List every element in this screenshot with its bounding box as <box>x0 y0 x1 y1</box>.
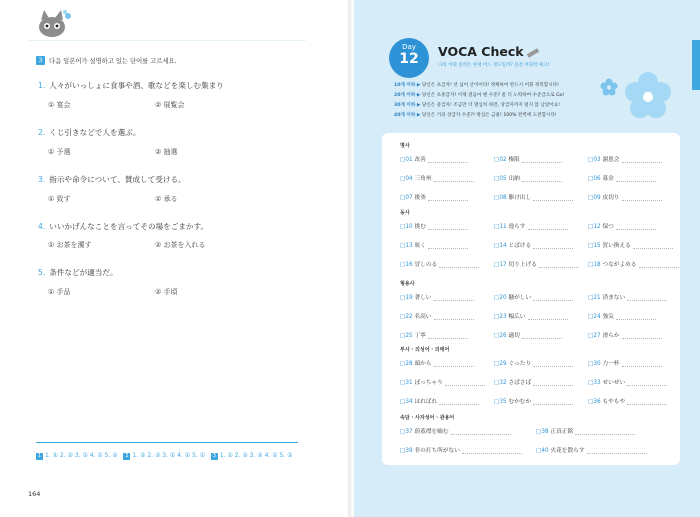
vocab-checkbox-item[interactable] <box>588 311 656 320</box>
vocab-number: 15 <box>593 243 601 249</box>
vocab-checkbox-item[interactable] <box>494 154 562 163</box>
vocab-checkbox-item[interactable] <box>494 173 562 182</box>
vocab-word: 保つ <box>602 224 614 230</box>
vocab-word: 権限 <box>508 157 520 163</box>
vocab-number: 32 <box>499 380 507 386</box>
vocab-checkbox-item[interactable] <box>494 259 579 268</box>
vocab-checkbox-item[interactable] <box>400 259 479 268</box>
checkbox-icon[interactable]: □ <box>588 333 594 339</box>
checkbox-icon[interactable]: □ <box>536 448 542 454</box>
vocab-number: 09 <box>593 195 601 201</box>
vocab-checkbox-item[interactable] <box>494 330 562 339</box>
vocab-checkbox-item[interactable] <box>588 259 679 268</box>
checkbox-icon[interactable]: □ <box>400 448 406 454</box>
answer-blank[interactable] <box>428 229 468 230</box>
answer-blank[interactable] <box>533 385 573 386</box>
vocab-word: 幅広い <box>508 314 526 320</box>
vocab-number: 22 <box>405 314 413 320</box>
vocab-checkbox-item[interactable] <box>588 396 667 405</box>
vocab-word: 適切 <box>508 333 520 339</box>
vocab-word: ぐったり <box>508 361 532 367</box>
rank-line <box>394 92 564 98</box>
page-tab <box>692 40 700 90</box>
vocab-number: 02 <box>499 157 507 163</box>
checkbox-icon[interactable]: □ <box>588 262 594 268</box>
answer-blank[interactable] <box>522 181 562 182</box>
page-subtitle: 나의 어휘 실력은 현재 어느 정도일까? 실전 어휘력 체크! <box>438 63 550 68</box>
vocab-word: 募金 <box>602 176 614 182</box>
vocab-checkbox-item[interactable] <box>400 396 479 405</box>
vocab-word: 逸らす <box>508 224 526 230</box>
question-5-option-2[interactable]: ② 手頃 <box>155 288 178 296</box>
checkbox-icon[interactable]: □ <box>494 195 500 201</box>
section-title: 속담 · 사자성어 · 관용어 <box>400 415 455 421</box>
answer-blank[interactable] <box>439 404 479 405</box>
answer-blank[interactable] <box>622 200 662 201</box>
question-5-option-1[interactable]: ① 手品 <box>48 288 71 296</box>
rank-label: 40개 이하 ▶ <box>394 113 421 118</box>
vocab-word: 丁寧 <box>414 333 426 339</box>
vocab-word: 名高い <box>414 314 432 320</box>
answer-text: 1. ① 2. ② 3. ② 4. ① 5. ② <box>219 452 293 459</box>
vocab-word: 滑らか <box>602 333 620 339</box>
vocab-number: 21 <box>593 295 601 301</box>
answer-blank[interactable] <box>451 434 511 435</box>
checkbox-icon[interactable]: □ <box>588 176 594 182</box>
vocab-checkbox-item[interactable] <box>400 311 474 320</box>
vocab-number: 38 <box>541 429 549 435</box>
vocab-number: 30 <box>593 361 601 367</box>
vocab-word: はればれ <box>414 399 438 405</box>
checkbox-icon[interactable]: □ <box>494 314 500 320</box>
checkbox-icon[interactable]: □ <box>588 361 594 367</box>
vocab-word: 騒がしい <box>508 295 532 301</box>
rank-text: 당신은 중급자! 조금만 더 열심히 하면, 상급자까지 멀지 않 남았어요! <box>421 103 561 108</box>
answer-blank[interactable] <box>522 162 562 163</box>
rank-label: 30개 이하 ▶ <box>394 103 421 108</box>
cat-mascot-icon <box>36 8 72 38</box>
rank-label: 10개 이하 ▶ <box>394 83 421 88</box>
checkbox-icon[interactable]: □ <box>400 314 406 320</box>
answer-blank[interactable] <box>627 385 667 386</box>
vocab-checkbox-item[interactable] <box>588 173 656 182</box>
vocab-word: 三角州 <box>414 176 432 182</box>
vocab-checkbox-item[interactable] <box>400 192 468 201</box>
question-2-option-1[interactable]: ① 予選 <box>48 148 71 156</box>
vocab-word: 非の打ち所がない <box>414 448 460 454</box>
vocab-number: 40 <box>541 448 549 454</box>
vocab-checkbox-item[interactable] <box>400 221 468 230</box>
checkbox-icon[interactable]: □ <box>536 429 542 435</box>
book-spine <box>348 0 354 517</box>
answers-divider <box>36 442 298 443</box>
checkbox-icon[interactable]: □ <box>588 224 594 230</box>
vocab-number: 07 <box>405 195 413 201</box>
vocab-word: 駆け出し <box>508 195 532 201</box>
day-label: Day <box>402 43 416 51</box>
vocab-number: 34 <box>405 399 413 405</box>
vocab-checkbox-item[interactable] <box>400 445 522 454</box>
question-2-option-2[interactable]: ② 抽選 <box>155 148 178 156</box>
answer-blank[interactable] <box>533 300 573 301</box>
vocab-checkbox-item[interactable] <box>588 192 662 201</box>
vocab-checkbox-item[interactable] <box>494 240 573 249</box>
checkbox-icon[interactable]: □ <box>588 195 594 201</box>
checkbox-icon[interactable]: □ <box>400 380 406 386</box>
answer-blank[interactable] <box>533 248 573 249</box>
answer-blank[interactable] <box>639 267 679 268</box>
vocab-number: 31 <box>405 380 413 386</box>
vocab-word: 切り上げる <box>508 262 537 268</box>
answer-blank[interactable] <box>622 366 662 367</box>
rank-label: 20개 이하 ▶ <box>394 93 421 98</box>
vocab-number: 01 <box>405 157 413 163</box>
vocab-checkbox-item[interactable] <box>400 377 485 386</box>
vocab-number: 25 <box>405 333 413 339</box>
answer-blank[interactable] <box>428 248 468 249</box>
vocab-checkbox-item[interactable] <box>400 292 474 301</box>
question-text: 人々がいっしょに食事や酒、歌などを楽しむ集まり <box>49 81 224 90</box>
section-title: 동사 <box>400 210 410 216</box>
rank-line <box>394 82 559 88</box>
vocab-word: つながよめる <box>602 262 637 268</box>
checkbox-icon[interactable]: □ <box>400 195 406 201</box>
vocab-word: 改善 <box>414 157 426 163</box>
vocab-checkbox-item[interactable] <box>400 240 468 249</box>
vocab-checkbox-item[interactable] <box>588 358 662 367</box>
answer-blank[interactable] <box>528 229 568 230</box>
vocab-word: 頭から <box>414 361 432 367</box>
vocab-checkbox-item[interactable] <box>494 221 568 230</box>
vocab-checkbox-item[interactable] <box>588 377 667 386</box>
vocab-word: 後釜 <box>414 195 426 201</box>
vocab-number: 06 <box>593 176 601 182</box>
vocab-checkbox-item[interactable] <box>400 173 474 182</box>
question-1 <box>38 80 224 91</box>
vocab-number: 39 <box>405 448 413 454</box>
checkbox-icon[interactable]: □ <box>494 361 500 367</box>
day-number: 12 <box>399 51 419 67</box>
question-text: 条件などが適当だ。 <box>49 268 118 277</box>
vocab-checkbox-item[interactable] <box>400 358 474 367</box>
answer-blank[interactable] <box>616 229 656 230</box>
section-title: 부사 · 의성어 · 의태어 <box>400 347 450 353</box>
vocab-checkbox-item[interactable] <box>494 377 573 386</box>
question-4 <box>38 221 208 232</box>
rank-text: 당신은 초급자! 선 넘어 산이어라! 정체하여 반드시 어휘 정복합시다! <box>421 83 559 88</box>
answer-blank[interactable] <box>539 267 579 268</box>
checkbox-icon[interactable]: □ <box>400 429 406 435</box>
vocab-checkbox-item[interactable] <box>536 426 635 435</box>
rank-line <box>394 112 557 118</box>
vocab-number: 23 <box>499 314 507 320</box>
vocab-checkbox-item[interactable] <box>494 192 573 201</box>
answer-badge: 2 <box>125 453 129 459</box>
vocab-word: 買い換える <box>602 243 631 249</box>
vocab-number: 35 <box>499 399 507 405</box>
vocab-word: 皮切り <box>602 195 620 201</box>
vocab-word: 力一杯 <box>602 361 620 367</box>
vocab-checkbox-item[interactable] <box>588 292 667 301</box>
vocab-number: 11 <box>499 224 507 230</box>
question-number: 2. <box>38 128 46 137</box>
question-text: くじ引きなどで人を選ぶ。 <box>49 128 141 137</box>
vocab-checkbox-item[interactable] <box>588 330 662 339</box>
answer-blank[interactable] <box>434 366 474 367</box>
checkbox-icon[interactable]: □ <box>400 176 406 182</box>
checkbox-icon[interactable]: □ <box>494 399 500 405</box>
question-text: いいかげんなことを言ってその場をごまかす。 <box>49 222 209 231</box>
day-badge <box>389 38 429 78</box>
vocab-word: とばける <box>508 243 532 249</box>
vocab-word: 冒しのる <box>414 262 438 268</box>
vocab-number: 36 <box>593 399 601 405</box>
checkbox-icon[interactable]: □ <box>494 243 500 249</box>
checkbox-icon[interactable]: □ <box>400 399 406 405</box>
checkbox-icon[interactable]: □ <box>400 333 406 339</box>
small-flower-icon <box>600 78 618 96</box>
answer-blank[interactable] <box>533 200 573 201</box>
question-number: 5. <box>38 268 46 277</box>
checkbox-icon[interactable]: □ <box>494 295 500 301</box>
answer-blank[interactable] <box>434 181 474 182</box>
checkbox-icon[interactable]: □ <box>494 262 500 268</box>
vocab-checkbox-item[interactable] <box>494 311 568 320</box>
question-3-option-1[interactable]: ① 致す <box>48 195 71 203</box>
vocab-word: 火花を散らす <box>550 448 585 454</box>
vocab-number: 05 <box>499 176 507 182</box>
vocab-number: 37 <box>405 429 413 435</box>
answer-blank[interactable] <box>627 300 667 301</box>
answer-blank[interactable] <box>533 404 573 405</box>
answer-blank[interactable] <box>533 366 573 367</box>
question-number: 4. <box>38 222 46 231</box>
instruction <box>36 56 177 65</box>
question-number: 3. <box>38 175 46 184</box>
vocab-number: 29 <box>499 361 507 367</box>
title-text: VOCA Check <box>438 44 524 59</box>
checkbox-icon[interactable]: □ <box>400 361 406 367</box>
vocab-word: さばさば <box>508 380 532 386</box>
vocab-number: 24 <box>593 314 601 320</box>
answer-blank[interactable] <box>439 267 479 268</box>
checkbox-icon[interactable]: □ <box>494 380 500 386</box>
vocab-number: 28 <box>405 361 413 367</box>
pencil-icon <box>526 48 538 57</box>
question-4-option-1[interactable]: ① お茶を濁す <box>48 241 92 249</box>
instruction-text: 다음 일본어가 설명하고 있는 단어를 고르세요. <box>49 58 177 65</box>
checkbox-icon[interactable]: □ <box>400 243 406 249</box>
answer-blank[interactable] <box>616 319 656 320</box>
answer-key <box>36 452 293 460</box>
vocab-word: 謝恩会 <box>602 157 620 163</box>
checkbox-icon[interactable]: □ <box>400 262 406 268</box>
vocab-number: 19 <box>405 295 413 301</box>
vocab-word: 正真正銘 <box>550 429 574 435</box>
answer-blank[interactable] <box>528 319 568 320</box>
vocab-checkbox-item[interactable] <box>400 426 511 435</box>
checkbox-icon[interactable]: □ <box>400 295 406 301</box>
vocab-word: 強気 <box>602 314 614 320</box>
checkbox-icon[interactable]: □ <box>494 157 500 163</box>
checkbox-icon[interactable]: □ <box>588 380 594 386</box>
vocab-number: 13 <box>405 243 413 249</box>
answer-blank[interactable] <box>633 248 673 249</box>
page-number: 164 <box>28 490 41 498</box>
answer-blank[interactable] <box>616 181 656 182</box>
question-2 <box>38 127 141 138</box>
checkbox-icon[interactable]: □ <box>588 295 594 301</box>
section-number: 3 <box>36 56 45 65</box>
question-4-option-2[interactable]: ② お茶を入れる <box>155 241 206 249</box>
vocab-number: 16 <box>405 262 413 268</box>
vocab-word: 蔚蓋襟を嚙む <box>414 429 449 435</box>
question-1-option-2[interactable]: ② 展覧会 <box>155 101 185 109</box>
checkbox-icon[interactable]: □ <box>588 314 594 320</box>
vocab-checkbox-item[interactable] <box>588 240 673 249</box>
rank-text: 당신은 거의 상급자 수준?! 방심은 금물! 100% 완벽에 도전합시다! <box>421 113 557 118</box>
vocab-checkbox-item[interactable] <box>400 330 468 339</box>
vocab-checkbox-item[interactable] <box>494 358 573 367</box>
checkbox-icon[interactable]: □ <box>494 224 500 230</box>
question-1-option-1[interactable]: ① 宴会 <box>48 101 71 109</box>
vocab-word: むかむか <box>508 399 532 405</box>
answer-text: 1. ② 2. ② 3. ① 4. ① 5. ① <box>132 452 206 459</box>
checkbox-icon[interactable]: □ <box>588 157 594 163</box>
vocab-checkbox-item[interactable] <box>494 396 573 405</box>
answer-badge: 1 <box>37 453 42 459</box>
answer-blank[interactable] <box>434 300 474 301</box>
answer-blank[interactable] <box>434 319 474 320</box>
answer-blank[interactable] <box>622 162 662 163</box>
answer-blank[interactable] <box>622 338 662 339</box>
vocab-number: 33 <box>593 380 601 386</box>
vocab-checkbox-item[interactable] <box>588 154 662 163</box>
vocab-word: 出納 <box>508 176 520 182</box>
section-title: 형용사 <box>400 281 415 287</box>
vocab-number: 04 <box>405 176 413 182</box>
vocab-word: ぼっちゃり <box>414 380 443 386</box>
vocab-number: 10 <box>405 224 413 230</box>
vocab-word: 呟く <box>414 243 426 249</box>
answer-blank[interactable] <box>462 453 522 454</box>
vocab-word: せいぜい <box>602 380 626 386</box>
vocab-number: 20 <box>499 295 507 301</box>
answer-badge: 3 <box>212 453 216 459</box>
vocab-number: 26 <box>499 333 507 339</box>
checkbox-icon[interactable]: □ <box>588 399 594 405</box>
rank-text: 당신은 초중급자! 이제 걸음마 뗀 수준? 좀 더 노력하여 수준급으로 Go! <box>421 93 565 98</box>
answer-blank[interactable] <box>575 434 635 435</box>
answer-blank[interactable] <box>445 385 485 386</box>
question-number: 1. <box>38 81 46 90</box>
page-title <box>438 44 539 59</box>
vocab-number: 17 <box>499 262 507 268</box>
answer-blank[interactable] <box>522 338 562 339</box>
answer-text: 1. ① 2. ② 3. ① 4. ① 5. ② <box>45 452 118 459</box>
vocab-checkbox-item[interactable] <box>400 154 468 163</box>
question-3-option-2[interactable]: ② 承る <box>155 195 178 203</box>
vocab-number: 18 <box>593 262 601 268</box>
answer-blank[interactable] <box>428 338 468 339</box>
vocab-number: 03 <box>593 157 601 163</box>
question-5 <box>38 267 118 278</box>
vocab-number: 27 <box>593 333 601 339</box>
vocab-number: 08 <box>499 195 507 201</box>
checkbox-icon[interactable]: □ <box>400 224 406 230</box>
vocab-word: 挑む <box>414 224 426 230</box>
answer-blank[interactable] <box>428 200 468 201</box>
vocab-checkbox-item[interactable] <box>588 221 656 230</box>
vocab-checkbox-item[interactable] <box>494 292 573 301</box>
vocab-number: 14 <box>499 243 507 249</box>
question-text: 指示や命令について、賛成して受ける。 <box>49 175 186 184</box>
vocab-word: 著しい <box>414 295 432 301</box>
vocab-checkbox-item[interactable] <box>536 445 647 454</box>
vocab-number: 12 <box>593 224 601 230</box>
flower-icon <box>620 68 676 124</box>
answer-blank[interactable] <box>587 453 647 454</box>
checkbox-icon[interactable]: □ <box>588 243 594 249</box>
checkbox-icon[interactable]: □ <box>494 333 500 339</box>
vocab-word: もやもや <box>602 399 626 405</box>
answer-blank[interactable] <box>428 162 468 163</box>
answer-blank[interactable] <box>627 404 667 405</box>
vocab-word: 済まない <box>602 295 626 301</box>
section-title: 명사 <box>400 143 410 149</box>
question-3 <box>38 174 186 185</box>
checkbox-icon[interactable]: □ <box>494 176 500 182</box>
checkbox-icon[interactable]: □ <box>400 157 406 163</box>
rank-line <box>394 102 560 108</box>
